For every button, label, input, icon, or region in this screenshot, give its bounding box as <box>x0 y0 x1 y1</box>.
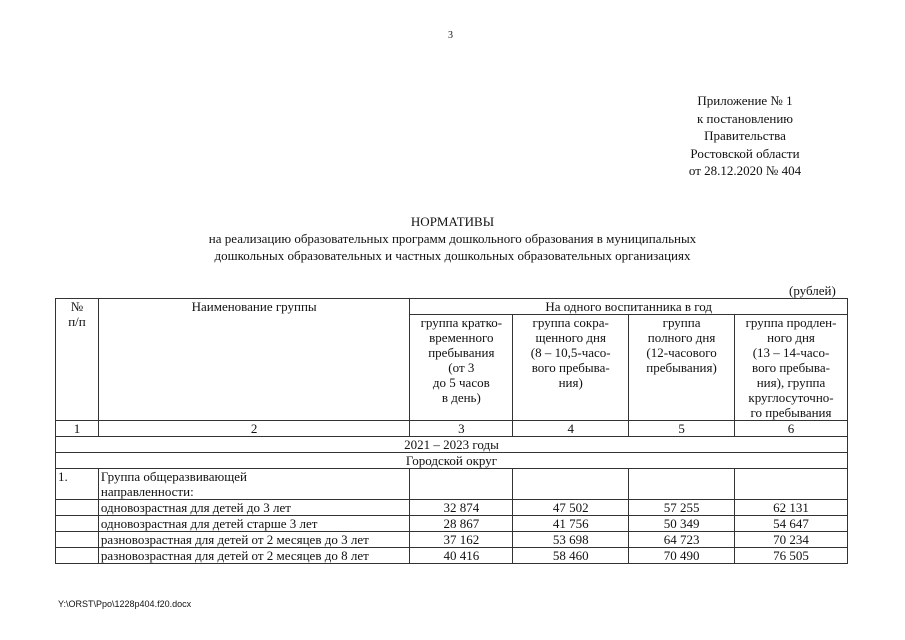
row-name: одновозрастная для детей старше 3 лет <box>98 516 409 532</box>
column-number-row <box>56 421 848 437</box>
section-row <box>56 453 848 469</box>
row-name: разновозрастная для детей от 2 месяцев до 3 лет <box>98 532 409 548</box>
appendix-line: Ростовской области <box>690 145 800 161</box>
row-name: разновозрастная для детей от 2 месяцев до 8 лет <box>98 548 409 564</box>
table-row <box>56 500 848 516</box>
column-number: 2 <box>98 421 409 437</box>
cell-value: 32 874 <box>410 500 513 516</box>
page-number: 3 <box>448 30 453 41</box>
column-number: 4 <box>513 421 629 437</box>
table-row <box>56 548 848 564</box>
period-row <box>56 437 848 453</box>
table-row <box>56 469 848 500</box>
group-header-full-day: группа полного дня (12-часового пребывания) <box>629 315 735 421</box>
cell-value: 47 502 <box>513 500 629 516</box>
cell-value: 76 505 <box>735 548 848 564</box>
document-subtitle-line: на реализацию образовательных программ дошкольного образования в муниципальных <box>208 231 697 246</box>
cell-value: 37 162 <box>410 532 513 548</box>
per-pupil-header: На одного воспитанника в год <box>410 299 848 315</box>
period-label: 2021 – 2023 годы <box>56 437 848 453</box>
cell-value: 40 416 <box>410 548 513 564</box>
cell-value: 57 255 <box>629 500 735 516</box>
row-name: одновозрастная для детей до 3 лет <box>98 500 409 516</box>
table-row <box>56 532 848 548</box>
group-header-shortened-day: группа сокра- щенного дня (8 – 10,5-часо- вого пребыва- ния) <box>513 315 629 421</box>
cell-value: 50 349 <box>629 516 735 532</box>
cell-value: 54 647 <box>735 516 848 532</box>
cell-value: 70 490 <box>629 548 735 564</box>
appendix-block <box>660 92 830 180</box>
item-number: 1. <box>56 469 99 500</box>
cell-value: 62 131 <box>735 500 848 516</box>
cell-value: 28 867 <box>410 516 513 532</box>
header-row <box>56 299 848 315</box>
appendix-line: Правительства <box>704 128 786 143</box>
group-header-short-stay: группа кратко- временного пребывания (от 3 до 5 часов в день) <box>410 315 513 421</box>
cell-value: 41 756 <box>513 516 629 532</box>
table-row <box>56 516 848 532</box>
section-label: Городской округ <box>56 453 848 469</box>
units-label: (рублей) <box>789 283 836 298</box>
appendix-line: от 28.12.2020 № 404 <box>688 163 802 178</box>
col-name-header: Наименование группы <box>98 299 409 421</box>
appendix-line: Приложение № 1 <box>697 93 793 108</box>
cell-value: 53 698 <box>513 532 629 548</box>
group-header-extended-day: группа продлен- ного дня (13 – 14-часо- вого пребыва- ния), группа круглосуточно- го пребывания <box>735 315 848 421</box>
item-title: Группа общеразвивающей направленности: <box>98 469 409 500</box>
column-number: 3 <box>410 421 513 437</box>
column-number: 1 <box>56 421 99 437</box>
column-number: 5 <box>629 421 735 437</box>
column-number: 6 <box>735 421 848 437</box>
cell-value: 64 723 <box>629 532 735 548</box>
cell-value: 70 234 <box>735 532 848 548</box>
document-title: НОРМАТИВЫ <box>410 214 495 229</box>
appendix-line: к постановлению <box>696 110 794 126</box>
norms-table <box>55 298 848 564</box>
document-subtitle-line: дошкольных образовательных и частных дошкольных образовательных организациях <box>214 248 691 263</box>
cell-value: 58 460 <box>513 548 629 564</box>
file-path-footer: Y:\ORST\Ppo\1228p404.f20.docx <box>58 599 192 609</box>
document-title-block <box>100 213 805 264</box>
col-no-header: № п/п <box>56 299 99 421</box>
